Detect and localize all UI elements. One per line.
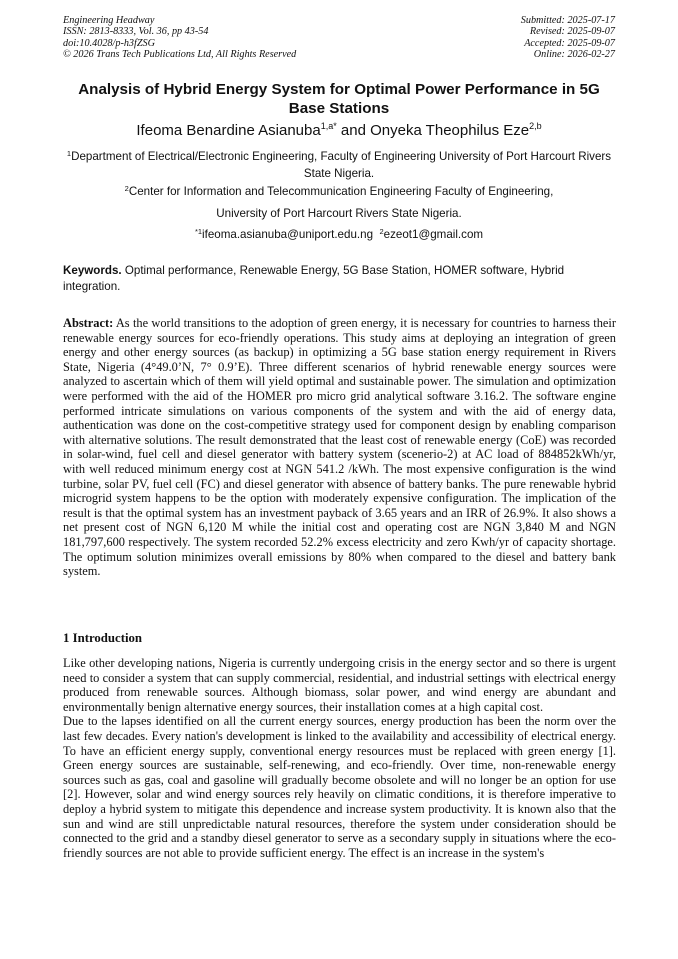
issn: ISSN: 2813-8333, Vol. 36, pp 43-54 (63, 26, 209, 38)
keywords-text: Optimal performance, Renewable Energy, 5G Base Station, HOMER software, Hybrid integration. (63, 264, 565, 293)
intro-paragraph-1: Like other developing nations, Nigeria is currently undergoing crisis in the energy sector and so there is urgent need to consider a system that can supply commercial, residential, and industrial settings with electrical energy produced from renewable sources. Although biomass, solar power, and wind energy are abundant and environmentally benign alternative energy sources, their installation comes at a high capital cost. (63, 656, 616, 714)
email-1[interactable]: ifeoma.asianuba@uniport.edu.ng (202, 228, 374, 241)
author-emails (60, 227, 618, 244)
affiliation-2-marker: 2 (124, 184, 129, 193)
dates-info (521, 15, 615, 61)
author-2-affiliation: 2,b (529, 121, 542, 131)
affiliation-2-line-1: Center for Information and Telecommunication Engineering Faculty of Engineering, (128, 185, 554, 198)
abstract-label: Abstract: (63, 316, 114, 330)
online-date: Online: 2026-02-27 (533, 49, 615, 61)
abstract (63, 316, 616, 579)
journal-name: Engineering Headway (63, 15, 155, 26)
affiliation-1 (60, 149, 618, 182)
affiliation-2-line-2: University of Port Harcourt Rivers State Nigeria. (216, 207, 462, 220)
author-1: Ifeoma Benardine Asianuba (136, 122, 321, 139)
keywords (63, 263, 616, 295)
revised-date: Revised: 2025-09-07 (529, 26, 615, 38)
affiliation-2 (60, 184, 618, 201)
doi: doi:10.4028/p-h3fZSG (63, 37, 155, 49)
affiliation-1-marker: 1 (66, 149, 72, 158)
email-2-marker: 2 (379, 227, 384, 236)
author-connector: and (336, 122, 371, 139)
email-2[interactable]: ezeot1@gmail.com (383, 228, 484, 241)
submitted-date: Submitted: 2025-07-17 (520, 15, 615, 26)
paper-title: Analysis of Hybrid Energy System for Optimal Power Performance in 5G Base Stations (78, 81, 600, 117)
abstract-text: As the world transitions to the adoption of green energy, it is necessary for countries to harness their renewable energy sources for eco-friendly operations. This study aims at deploying an integration of green energy and other energy sources (as backup) in optimizing a 5G base station energy requirement in Rivers State, Nigeria (4°49.0’N, 7° 0.9’E). Three different scenarios of hybrid renewable energy sources were analyzed to ascertain which of them will yield optimal and sustainable power. The simulation and optimization were performed with the aid of the HOMER pro micro grid analytical software 3.16.2. The software engine performed intricate simulations on various components of the system and with the aid of energy data, authentication was done on the cost-competitive strategy used for component design by enabling comparison with alternative solutions. The result demonstrated that the least cost of renewable energy (CoE) was recorded in solar-wind, fuel cell and diesel generator with battery system (scenerio-2) at AC load of 884852kWh/yr, with well reduced minimum energy cost at NGN 541.2 /kWh. The most expensive configuration is the wind turbine, solar PV, fuel cell (FC) and diesel generator with absence of battery banks. The pure renewable hybrid microgrid system happens to be the option with moderately expensive configuration. The implication of the result is that the optimal system has an investment payback of 3.65 years and an IRR of 26.9%. It also shows a net present cost of NGN 6,120 M while the initial cost and operating cost are NGN 3,840 M and NGN 181,797,600 respectively. The system recorded 52.2% excess electricity and zero Kwh/yr of capacity shortage. The optimum solution minimizes overall emissions by 80% when compared to the diesel and battery bank system. (63, 316, 616, 579)
section-heading-introduction: 1 Introduction (63, 631, 143, 645)
journal-info (63, 15, 296, 61)
author-2: Onyeka Theophilus Eze (370, 122, 530, 139)
copyright: © 2026 Trans Tech Publications Ltd, All Rights Reserved (63, 49, 297, 61)
accepted-date: Accepted: 2025-09-07 (524, 37, 615, 49)
intro-paragraph-2: Due to the lapses identified on all the current energy sources, energy production has been the norm over the last few decades. Every nation's development is linked to the availability and accessibility of electrical energy. To have an efficient energy supply, conventional energy resources must be replaced with green energy [1]. Green energy sources are sustainable, self-renewing, and eco-friendly. Over time, non-renewable energy sources such as gas, coal and gasoline will gradually become obsolete and will no longer be an option for use [2]. However, solar and wind energy sources rely heavily on climatic conditions, it is therefore imperative to deploy a hybrid system to mitigate this dependence and increase system productivity. It is known also that the sun and wind are still unpredictable natural resources, therefore the system under consideration should be connected to the grid and a standby diesel generator to serve as a secondary supply in situations where the eco-friendly sources are not able to provide sufficient energy. The effect is an increase in the system's (63, 714, 616, 860)
author-1-affiliation: 1,a* (320, 121, 337, 131)
authors (40, 121, 638, 141)
email-1-marker: *1 (194, 227, 203, 236)
introduction-body (63, 656, 616, 860)
keywords-label: Keywords. (63, 264, 122, 277)
affiliation-1-text: Department of Electrical/Electronic Engineering, Faculty of Engineering University of Port Harcourt Rivers State Nigeria. (71, 150, 612, 180)
